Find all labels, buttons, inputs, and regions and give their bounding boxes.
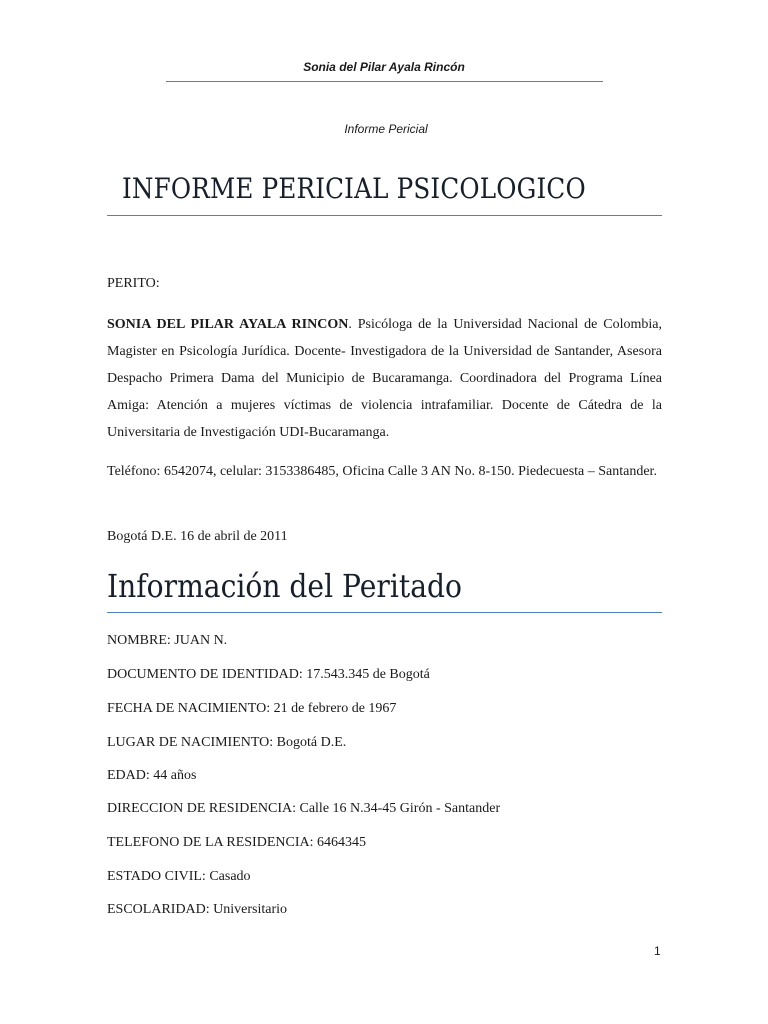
field-estado-civil: ESTADO CIVIL: Casado (107, 869, 251, 884)
section-title-rule (107, 612, 662, 613)
field-documento: DOCUMENTO DE IDENTIDAD: 17.543.345 de Bogotá (107, 667, 430, 682)
field-edad: EDAD: 44 años (107, 768, 197, 783)
report-date: Bogotá D.E. 16 de abril de 2011 (107, 529, 288, 544)
section-title: Información del Peritado (107, 567, 462, 605)
field-telefono: TELEFONO DE LA RESIDENCIA: 6464345 (107, 835, 366, 850)
field-lugar-nacimiento: LUGAR DE NACIMIENTO: Bogotá D.E. (107, 735, 347, 750)
document-title-rule (107, 215, 662, 216)
perito-name: SONIA DEL PILAR AYALA RINCON (107, 317, 349, 332)
page-header-author: Sonia del Pilar Ayala Rincón (303, 60, 465, 74)
field-escolaridad: ESCOLARIDAD: Universitario (107, 902, 288, 917)
perito-label: PERITO: (107, 276, 160, 291)
page-number: 1 (654, 944, 661, 958)
perito-bio-paragraph (107, 311, 662, 446)
perito-contact-paragraph: Teléfono: 6542074, celular: 3153386485, Oficina Calle 3 AN No. 8-150. Piedecuesta – Santander. (107, 464, 657, 479)
page-header-rule (166, 81, 603, 82)
document-title: INFORME PERICIAL PSICOLOGICO (122, 172, 586, 205)
field-direccion: DIRECCION DE RESIDENCIA: Calle 16 N.34-45 Girón - Santander (107, 801, 501, 816)
page-header-subtitle: Informe Pericial (344, 122, 428, 136)
field-fecha-nacimiento: FECHA DE NACIMIENTO: 21 de febrero de 1967 (107, 701, 397, 716)
perito-bio: . Psicóloga de la Universidad Nacional de Colombia, Magister en Psicología Jurídica. Docente- Investigadora de la Universidad de Santander, Asesora Despacho Primera Dama del Municipio de Bucaramanga. Coordinadora del Programa Línea Amiga: Atención a mujeres víctimas de violencia intrafamiliar. Docente de Cátedra de la Universitaria de Investigación UDI-Bucaramanga. (107, 317, 663, 440)
field-nombre: NOMBRE: JUAN N. (107, 633, 228, 648)
